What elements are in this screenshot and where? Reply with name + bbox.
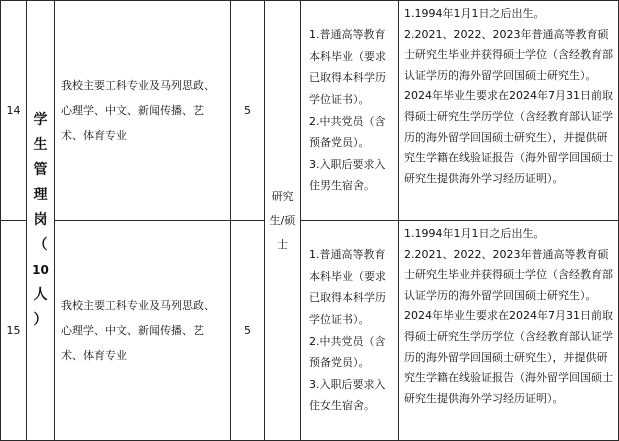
- position-char: 生: [33, 137, 48, 153]
- requirement-item: 2.中共党员（含预备党员）。: [309, 114, 386, 150]
- headcount: 5: [244, 324, 251, 337]
- requirement-item: 1.普通高等教育本科毕业（要求已取得本科学历学位证书）。: [309, 28, 386, 106]
- condition-item: 2.2021、2022、2023年普通高等教育硕士研究生毕业并获得硕士学位（含经教育部认证学历的海外留学回国硕士研究生）。: [404, 247, 613, 302]
- position-name: [27, 1, 54, 440]
- position-char: ）: [33, 312, 48, 328]
- position-char: 学: [33, 112, 48, 128]
- position-char: 10: [32, 263, 49, 277]
- degree-requirement: [265, 1, 300, 440]
- requirement-item: 1.普通高等教育本科毕业（要求已取得本科学历学位证书）。: [309, 248, 386, 326]
- requirement-item: 3.入职后要求入住男生宿舍。: [309, 157, 386, 193]
- position-char: 管: [33, 162, 48, 178]
- position-char: 人: [33, 287, 48, 303]
- row-index: 15: [6, 324, 21, 337]
- headcount: 5: [244, 104, 251, 117]
- degree-text: 研究生/硕士: [269, 189, 296, 251]
- major-text: 我校主要工科专业及马列思政、心理学、中文、新闻传播、艺术、体育专业: [61, 299, 215, 362]
- requirement-item: 2.中共党员（含预备党员）。: [309, 334, 386, 370]
- requirements-cell: [301, 221, 398, 440]
- other-conditions-cell: [399, 224, 618, 440]
- condition-item: 2024年毕业生要求在2024年7月31日前取得硕士研究生学历学位（含经教育部认证学历的海外留学回国硕士研究生），并提供研究生学籍在线验证报告（海外留学回国硕士研究生提供海外学习经历证明）。: [404, 309, 613, 405]
- position-char: （: [33, 237, 48, 253]
- major-requirement: [55, 1, 230, 220]
- requirement-item: 3.入职后要求入住女生宿舍。: [309, 377, 386, 413]
- position-char: 理: [33, 187, 48, 203]
- condition-item: 2.2021、2022、2023年普通高等教育硕士研究生毕业并获得硕士学位（含经教育部认证学历的海外留学回国硕士研究生）。: [404, 27, 613, 82]
- major-text: 我校主要工科专业及马列思政、心理学、中文、新闻传播、艺术、体育专业: [61, 79, 215, 142]
- row-index: 14: [6, 104, 21, 117]
- other-conditions-cell: [399, 4, 618, 220]
- condition-item: 1.1994年1月1日之后出生。: [404, 227, 545, 240]
- condition-item: 2024年毕业生要求在2024年7月31日前取得硕士研究生学历学位（含经教育部认证学历的海外留学回国硕士研究生），并提供研究生学籍在线验证报告（海外留学回国硕士研究生提供海外学习经历证明）。: [404, 89, 613, 185]
- position-char: 岗: [33, 212, 48, 228]
- condition-item: 1.1994年1月1日之后出生。: [404, 7, 545, 20]
- major-requirement: [55, 221, 230, 440]
- requirements-cell: [301, 1, 398, 220]
